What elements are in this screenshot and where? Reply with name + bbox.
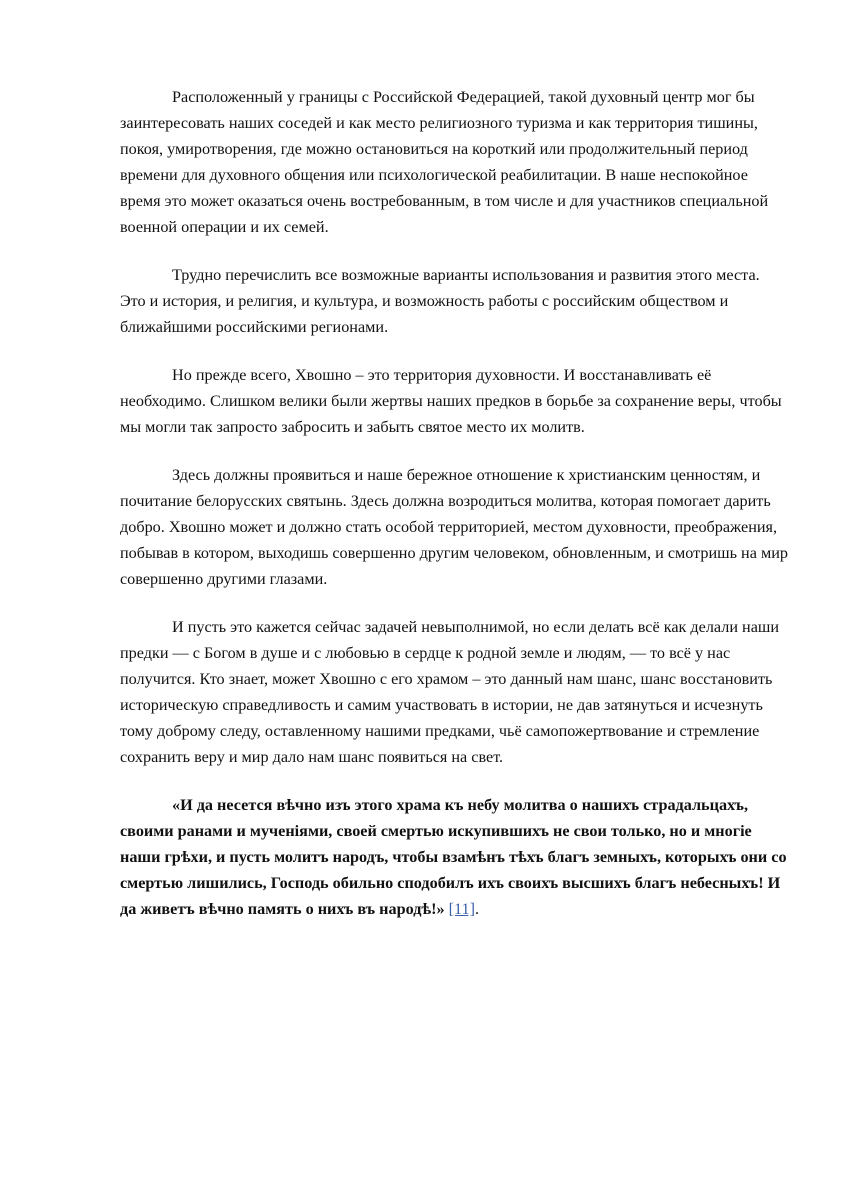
paragraph-3: Но прежде всего, Хвошно – это территория духовности. И восстанавливать её необходимо. Слишком велики были жертвы наших предков в борьбе за сохранение веры, чтобы мы могли так запросто забросить и забыть святое место их молитв.	[120, 366, 782, 436]
quote-paragraph	[120, 792, 789, 922]
paragraph-2: Трудно перечислить все возможные варианты использования и развития этого места. Это и история, и религия, и культура, и возможность работы с российским обществом и ближайшими российскими регионами.	[120, 266, 760, 336]
paragraph-5: И пусть это кажется сейчас задачей невыполнимой, но если делать всё как делали наши предки — с Богом в душе и с любовью в сердце к родной земле и людям, — то всё у нас получится. Кто знает, может Хвошно с его храмом – это данный нам шанс, шанс восстановить историческую справедливость и самим участвовать в истории, не дав затянуться и исчезнуть тому доброму следу, оставленному нашими предками, чьё самопожертвование и стремление сохранить веру и мир дало нам шанс появиться на свет.	[120, 618, 780, 766]
footnote-link[interactable]: [11]	[448, 900, 476, 918]
document-body	[120, 84, 789, 944]
paragraph-1: Расположенный у границы с Российской Федерацией, такой духовный центр мог бы заинтересовать наших соседей и как место религиозного туризма и как территория тишины, покоя, умиротворения, где можно остановиться на короткий или продолжительный период времени для духовного общения или психологической реабилитации. В наше неспокойное время это может оказаться очень востребованным, в том числе и для участников специальной военной операции и их семей.	[120, 88, 769, 236]
quote-end-punctuation: .	[475, 900, 480, 918]
quote-text: «И да несется вѣчно изъ этого храма къ небу молитва о нашихъ страдальцахъ, своими ранами и мученіями, своей смертью искупившихъ не свои только, но и многіе наши грѣхи, и пусть молитъ народъ, чтобы взамѣнъ тѣхъ благъ земныхъ, которыхъ они со смертью лишились, Господь обильно сподобилъ ихъ своихъ высшихъ благъ небесныхъ! И да живетъ вѣчно память о нихъ въ народѣ!»	[120, 796, 787, 918]
paragraph-4: Здесь должны проявиться и наше бережное отношение к христианским ценностям, и почитание белорусских святынь. Здесь должна возродиться молитва, которая помогает дарить добро. Хвошно может и должно стать особой территорией, местом духовности, преображения, побывав в котором, выходишь совершенно другим человеком, обновленным, и смотришь на мир совершенно другими глазами.	[120, 466, 788, 588]
